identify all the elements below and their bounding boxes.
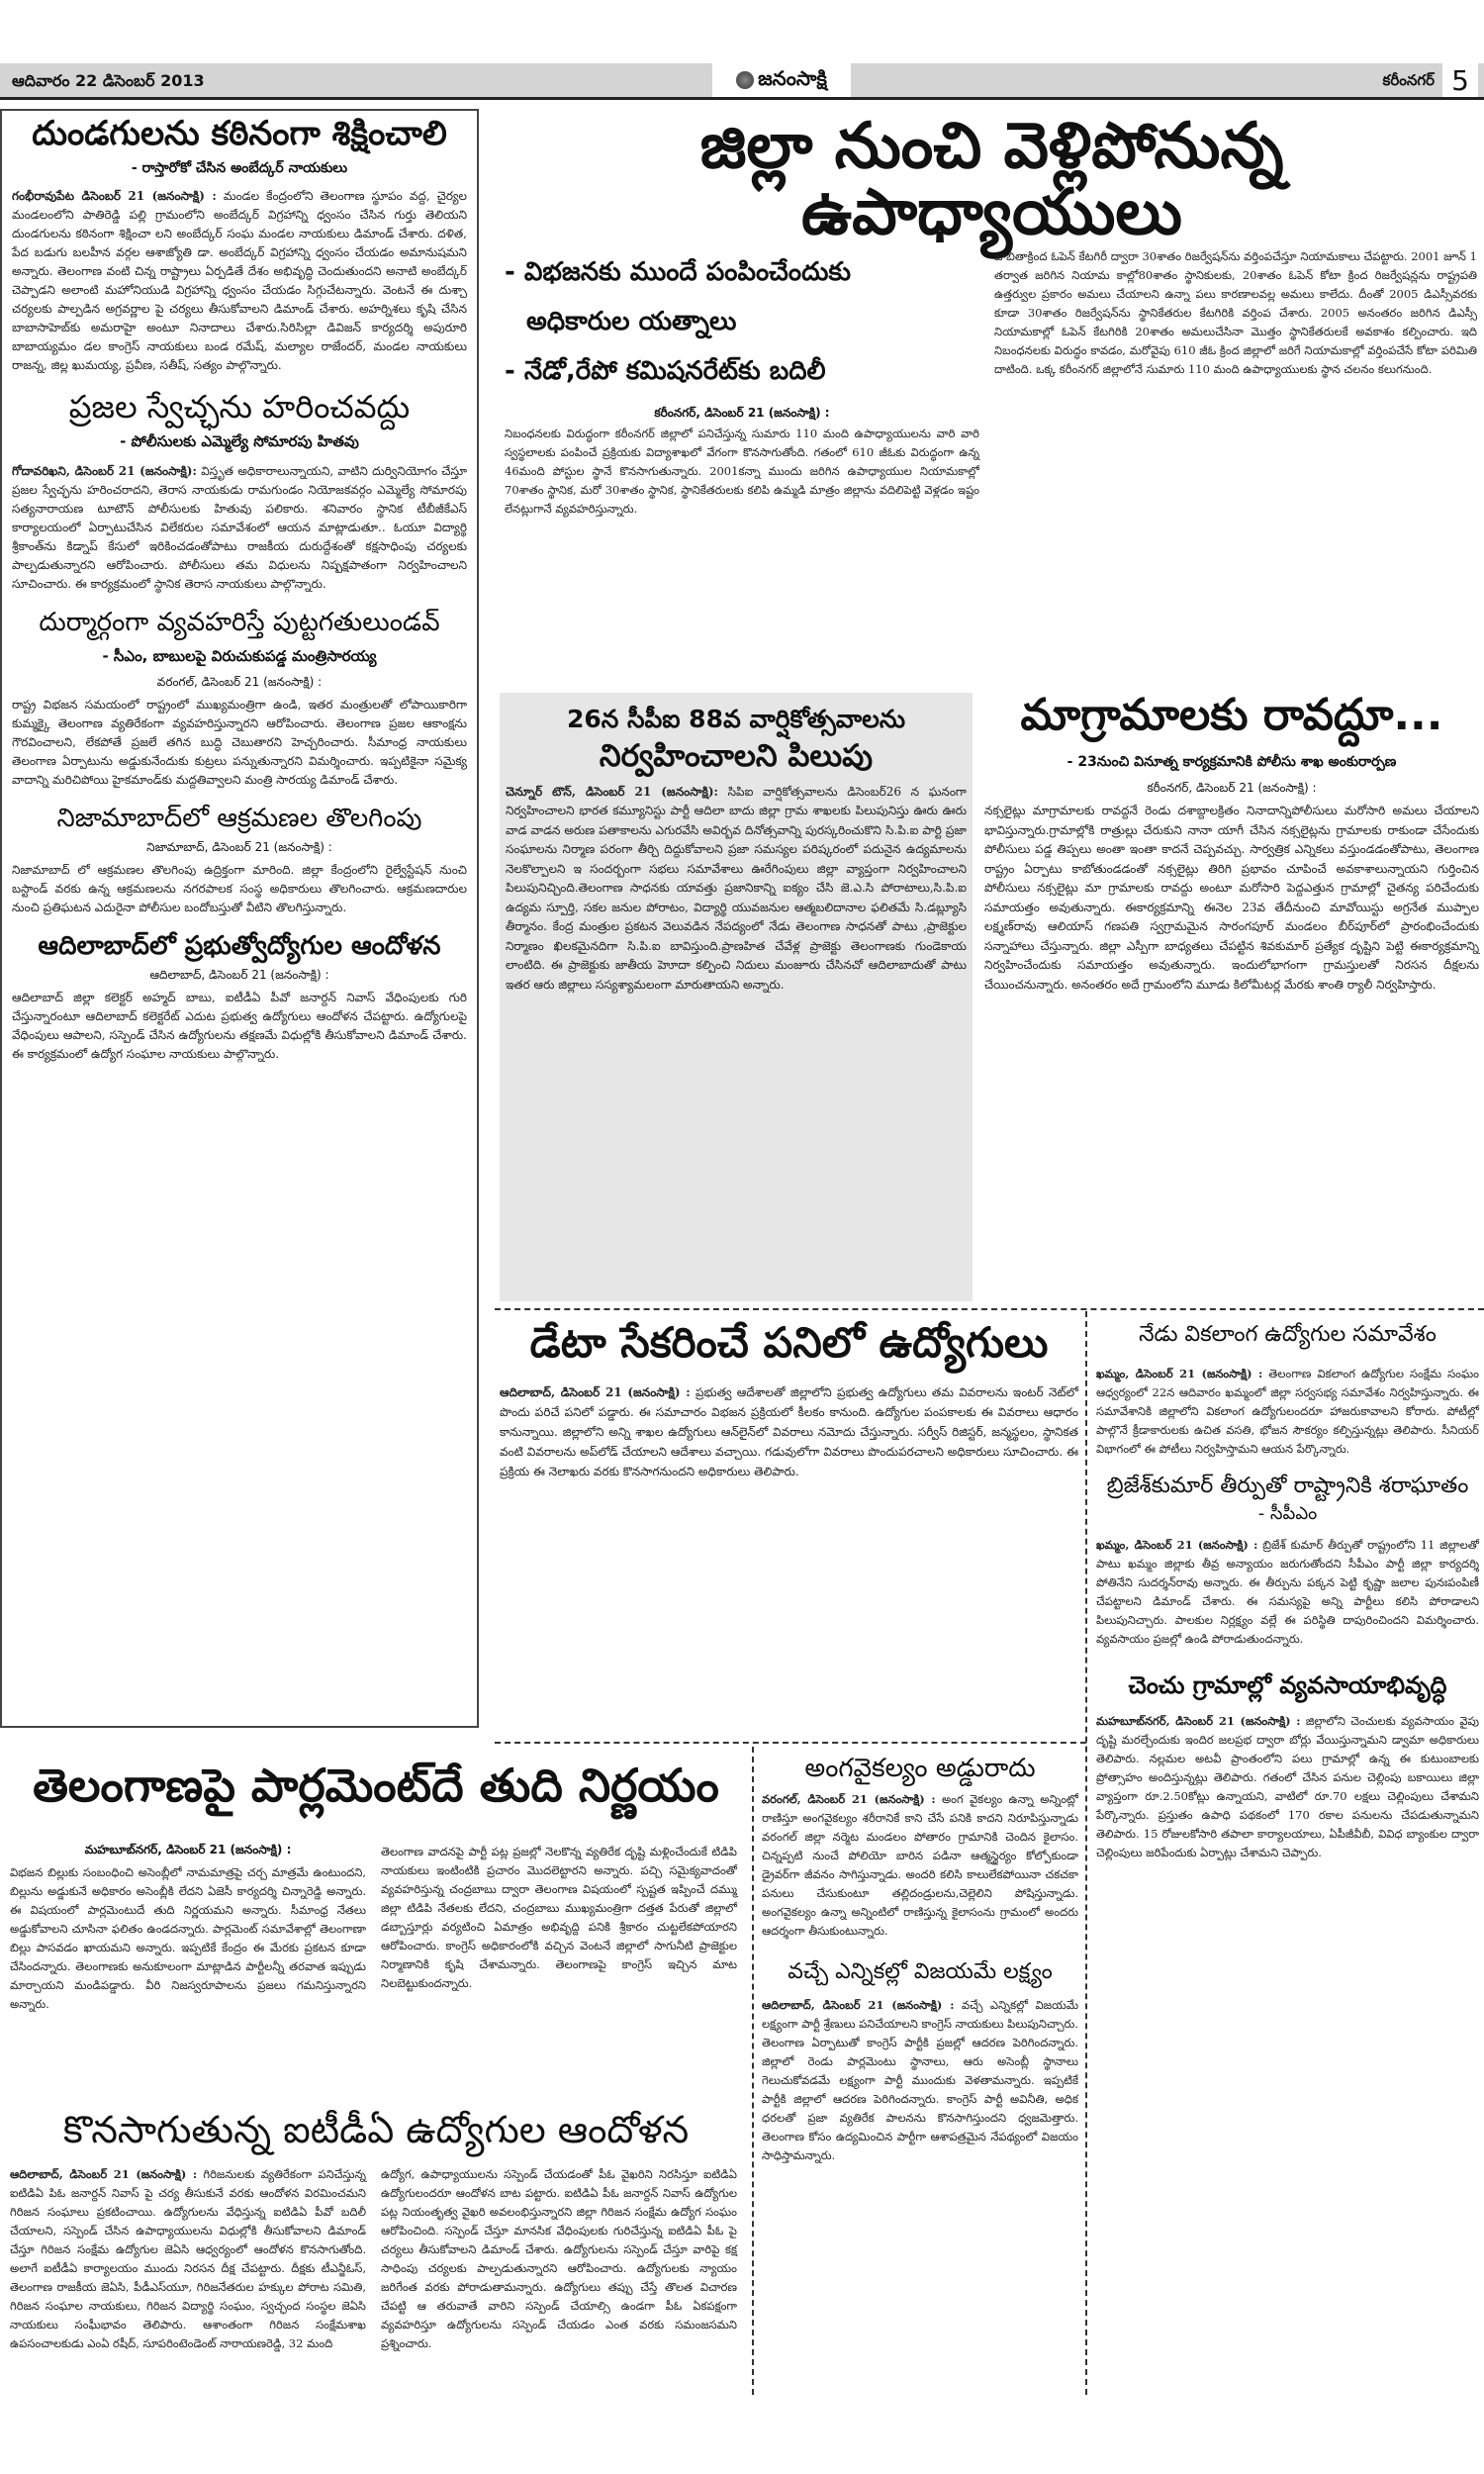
edition-city: కరీంనగర్: [1382, 71, 1435, 89]
subhead: - 23నుంచి వినూత్న కార్యక్రమానికి పోలీసు శాఖ అంకురార్పణ: [1067, 754, 1397, 771]
byline: మహబూబ్‌నగర్, డిసెంబర్ 21 (జనంసాక్షి) :: [84, 1843, 292, 1856]
subhead: - రాస్తారోకో చేసిన అంబేద్కర్ నాయకులు: [131, 159, 348, 176]
byline: వరంగల్, డిసెంబర్ 21 (జనంసాక్షి) :: [156, 674, 323, 689]
section-divider: [495, 1308, 1484, 1310]
article-body: [12, 187, 467, 375]
brijesh-subhead: - సీపీఎం: [1257, 1503, 1318, 1524]
headline: డేటా సేకరించే పనిలో ఉద్యోగులు: [529, 1318, 1049, 1367]
body-text: సిపిఐ వార్షికోత్సవాలను డిసెంబర్26 న ఘనంగా నిర్వహించాలని భారత కమ్యూనిస్టు పార్టీ ఆదిలా బాదు జిల్లా గ్రామ శాఖలకు పిలుపునిస్తు ఊరు ఊరు వాడ వాడన అరుణ పతాకాలను ఎగురవేసి అవిర్బవ దినోత్సవాన్ని పురస్కరించుకొని సి.పి.ఐ పార్టి ప్రజా సంఘాలను నిర్మాణ పరంగా తీర్చి దిద్దుకోవాలని ప్రజా సమస్యల పరిష్కరంలో పదునైన ఉద్యమాలను నెలకొల్పాలని ఇ సందర్బంగా సభలు సమావేశాలు ఊరేగింపులు జిల్లా వ్యాప్తంగా నిర్వహించాలని పిలుపునిచ్చింది.తెలంగాణ సాధనకు యావత్తు ప్రజానికాన్ని ఐక్యం చేసి జె.ఎ.సి పోరాటాలు,సి.పి.ఐ ఉద్యమ స్పూర్తి, సకల జనుల పోరాటం, విద్యార్థి యువజనుల ఆత్మబలిదానాల ఫలితమే సి.డబ్ల్యూసి తీర్మానం. కేంద్ర మంత్రుల ప్రకటన వెలువడిన నేపద్యంలో నేడు తెలంగాణ సాధనతో పాటు ,ప్రాజెక్టుల నిర్మాణం ఖిలకమైనదిగా సి.పి.ఐ బావిస్తుంది.ప్రాణహిత చేవేళ్ల ప్రాజెక్టు తెలంగాణకు గుండెకాయ లాంటిది. ఈ ప్రాజెక్టుకు జాతీయ హెూదా కల్పించి నిదులు మంజూరు చేసినచో ఆదిలాబాదుతో పాటు ఇతర ఆరు జిల్లాలు సస్యశ్యామలంగా మారుతాయని అన్నారు.: [506, 784, 967, 992]
byline: ఆదిలాబాద్, డిసెంబర్ 21 (జనంసాక్షి) :: [149, 968, 329, 983]
telangana-body-left: [10, 1843, 366, 2014]
article-nizamabad: [12, 804, 467, 917]
headline: మాగ్రామాలకు రావద్దూ...: [1020, 690, 1443, 740]
byline: వరంగల్, డిసెంబర్ 21 (జనంసాక్షి) :: [762, 1792, 936, 1807]
byline: ఖమ్మం, డిసెంబర్ 21 (జనంసాక్షి) :: [1096, 1366, 1263, 1380]
byline: కరీంనగర్, డిసెంబర్ 21 (జనంసాక్షి) :: [1147, 781, 1317, 796]
cpi-box: [500, 693, 973, 1301]
cpi-body: [500, 783, 973, 996]
lead-body-right: జాబితాక్రింద ఓపెన్ కేటగిరీ ద్వారా 30శాతం రిజర్వేషన్‌ను వర్తింపచేస్తూ నియామకాలు చేపట్టారు. 2001 జూన్ 1 తర్వాత జరిగిన నియామ కాల్లో80శాతం స్థానికులకు, 20శాతం ఓపెన్ కోటా క్రింద రిజర్వేషన్లను రాష్ట్రపతి ఉత్తర్వుల ప్రకారం అమలు చేయాలని ఉన్నా పలు కారణాలవల్ల అమలు కాలేదు. దీంతో 2005 డిఎస్సీవరకు కూడా 30శాతం రిజర్వేషన్‌ను స్థానికేతరుల కేటగిరికి వర్తింప చేశారు. 2005 అనంతరం జరిగిన డిఎస్సీ నియామకాల్లో ఓపెన్ కేటగిరికి 20శాతం అమలుచేసినా మొత్తం స్థానికేతరులకే అవకాశం కల్పించారు. ఇది నిబంధనలకు విరుద్ధం కావడం, మరోవైపు 610 జీఓ క్రింద జిల్లాలో జరిగే నియామకాల్లో వర్తింపచేసే కోటా పరిమితి దాటింది. ఒక్క కరీంనగర్ జిల్లాలోనే సుమారు 110 మంది ఉపాధ్యాయులకు స్థాన చలనం కలుగనుంది.: [994, 249, 1477, 376]
issue-date: ఆదివారం 22 డిసెంబర్ 2013: [12, 71, 205, 90]
itda-body-right: ఉద్యోగ, ఉపాధ్యాయులను సస్పెండ్ చేయడంతో పీఓ వైఖరిని నిరసిస్తూ ఐటిడిఏ ఉద్యోగులందరూ ఆందోళన బాట పట్టారు. ఐటిడిఏ పీఓ జనార్దన్ నివాస్ ఉద్యోగుల పట్ల నియంతృత్వ వైఖరి అవలంభిస్తున్నారని జిల్లా గిరిజన సంక్షేమ ఉద్యోగ సంఘం ఆరోపించింది. సస్పెండ్ చేస్తూ మానసిక వేధింపులకు గురిచేస్తున్న ఐటిడిఏ పీఓ పై చర్యలు తీసుకోవాలని డిమాండ్ చేశారు. ఉద్యోగులను సస్పెండ్ చేస్తూ వారిపై కక్ష సాధింపు చర్యలకు పాల్పడుతున్నారని ఆరోపించారు. ఉద్యోగులకు న్యాయం జరిగేంత వరకు పోరాడుతామన్నారు. ఉద్యోగులు తప్పు చేస్తే తొలత విచారణ చేపట్టి ఆ తరువాతే వారిని సస్పెండ్ చేయాల్సి ఉండగా పీఓ ఏకపక్షంగా వ్యవహరిస్తూ ఉద్యోగులను సస్పెండ్ చేయడం ఎంత వరకు సమంజసమని ప్రశ్నించారు.: [381, 2166, 737, 2350]
body-text: రాష్ట్ర విభజన సమయంలో రాష్ట్రంలో ముఖ్యమంత్రిగా ఉండి, ఇతర మంత్రులతో లోపాయికారిగా కుమ్మక్కై తెలంగాణ వ్యతిరేకంగా వ్యవహరిస్తున్నారని ఆరోపించారు. తెలంగాణ ప్రజల ఆకాంక్షను గౌరవించాలని, లేకపోతే ప్రజలే తగిన బుద్ధి చెబుతారని హెచ్చరించారు. సీమాంధ్ర నాయకులు తెలంగాణ ఏర్పాటును అడ్డుకునేందుకు కుట్రలు పన్నుతున్నారని విమర్శించారు. ఇప్పటికైనా సమైక్య వాదాన్ని మరిచిపోయి హైకమాండ్‌కు మద్దతివ్వాలని మంత్రి సారయ్య డిమాండ్ చేశారు.: [12, 697, 467, 787]
body-text: గిరిజనులకు వ్యతిరేకంగా పనిచేస్తున్న ఐటిడిఏ పిఓ జనార్దన్ నివాస్ పై చర్య తీసుకునే వరకు ఆందోళన విరమించమని గిరిజన సంఘాలు ప్రకటించాయి. ఉద్యోగులను వేధిస్తున్న ఐటిడిఏ పీవో బదిలీ చేయాలని, సస్పెండ్ చేసిన ఉపాధ్యాయులను విధుల్లోకి తీసుకోవాలని డిమాండ్ చేస్తూ గిరిజన సంక్షేమ ఉద్యోగుల జెఏసి ఆధ్వర్యంలో ఆందోళన కొనసాగుతోంది. అలాగే ఐటీడీఏ కార్యాలయం ముందు నిరసన దీక్ష చేపట్టారు. దీక్షకు టీఎన్జీఓస్, తెలంగాణ రాజకీయ జెఏసి, పీడీఎస్‌యూ, గిరిజనేతరుల హక్కుల పోరాట సమితి, గిరిజన సంఘాల నాయకులు, గిరిజన విద్యార్థి సంఘం, స్వచ్ఛంద సంస్థల జెఏసి నాయకులు సంఘీభావం తెలిపారు. ఆశాంతంగా గిరిజన సంక్షేమశాఖ ఉపసంచాలకుడు ఎంఏ రషీద్, సూపరింటెండెంట్ నారాయణరెడ్డి, 32 మంది: [10, 2166, 367, 2350]
body-text: వచ్చే ఎన్నికల్లో విజయమే లక్ష్యంగా పార్టీ శ్రేణులు పనిచేయాలని కాంగ్రెస్ నాయకులు పిలుపునిచ్చారు. తెలంగాణ ఏర్పాటుతో కాంగ్రెస్ పార్టీకి ప్రజల్లో ఆదరణ పెరిగిందన్నారు. జిల్లాలో రెండు పార్లమెంటు స్థానాలు, ఆరు అసెంబ్లీ స్థానాలు గెలుచుకోవడమే లక్ష్యంగా పార్టీ ముందుకు వెళతామన్నారు. ఇప్పటికే పార్టీకి జిల్లాలో ఆదరణ పెరిగిందన్నారు. కాంగ్రెస్ పార్టీ అవినీతి, అధిక ధరలతో ప్రజా వ్యతిరేక పాలనను కొనసాగిస్తుందని ధ్వజమెత్తారు. తెలంగాణ కోసం ఉద్యమించిన పార్టీగా ఆశాపత్రమైన నేపథ్యంలో విజయం సాధిస్తామన్నారు.: [762, 1997, 1078, 2162]
chenchu-headline: చెంచు గ్రామాల్లో వ్యవసాయాభివృద్ధి: [1128, 1671, 1447, 1699]
itda-headline: కొనసాగుతున్న ఐటీడీఏ ఉద్యోగుల ఆందోళన: [62, 2108, 690, 2151]
lead-subhead-2: అధికారుల యత్నాలు: [526, 307, 737, 336]
headline: ఆదిలాబాద్‌లో ప్రభుత్వోద్యోగుల ఆందోళన: [38, 930, 441, 961]
headline: దుర్మార్గంగా వ్యవహరిస్తే పుట్టగతులుండవ్: [39, 608, 440, 638]
body-text: విభజన బిల్లుకు సంబంధించి అసెంబ్లీలో నామమాత్రపై చర్చ మాత్రమే ఉంటుందని, బిల్లును అడ్డుకునే అధికారం అసెంబ్లీకి లేదని ఏజెసీ కార్యదర్శి చిన్నారెడ్డి అన్నారు. ఈ విషయంలో పార్లమెంటుదే తుది నిర్ణయమని అన్నారు. సీమాంధ్ర నేతలు అడ్డుకోవాలని చూసినా ఫలితం ఉండదన్నారు. పార్లమెంట్ సమావేశాల్లో తెలంగాణా బిల్లు పాసవడం ఖాయమని అన్నారు. ఇప్పటికే కేంద్రం ఈ మేరకు ప్రకటన కూడా చేసిందన్నారు. తెలంగాణకు అనుకూలంగా మాట్లాడిన పార్టీలన్నీ తరవాత ఇప్పుడు మార్చాయని మండిపడ్డారు. వీరి నిజస్వరూపాలను ప్రజలు గమనిస్తున్నారని అన్నారు.: [10, 1865, 366, 2011]
body-text: నక్సలైట్లు మాగ్రామాలకు రావద్దనే రెండు దశాబ్దాలక్రితం నినాదాన్నిపోలీసులు మరోసారి అమలు చేయాలని భావిస్తున్నారు.గ్రామాల్లోకి రాత్రుల్లు చేరుకుని నానా యాగీ చేసిన నక్సలైట్లను గ్రామాలకు రాకుండా చేసేందుకు పోలీసులు పడ్డ తిప్పలు అంతా ఇంతా కాదనే చెప్పవచ్చు. సార్వత్రిక ఎన్నికలు వస్తుండడంతోపాటు, తెలంగాణ రాష్ట్రం ఏర్పాటు కాబోతుండడంతో నక్సలైట్లు తిరిగి ప్రభావం చూపించే అవకాశాలున్నాయని గుర్తించిన పోలీసులు నక్సలైట్లు మా గ్రామాలకు రావద్దు అంటూ మరోసారి పెద్దఎత్తున గ్రామాల్లో చైతన్య పరిచేందుకు సమాయత్తం అవుతున్నారు. ఈకార్యక్రమాన్ని ఈనెల 23వ తేదీనుంచి మావోయిస్టు అగ్రనేత ముప్పాల లక్ష్మణ్‌రావు ఆలియాస్ గణపతి స్వగ్రామమైన సారంగపూర్ మండలం బీర్‌పూర్‌లో ప్రారంభించేందుకు సన్నాహాలు చేస్తున్నారు. జిల్లా ఎస్పీగా బాధ్యతలు చేపట్టిన శివకుమార్ ప్రత్యేక దృష్టిని పెట్టి ఈకార్యక్రమాన్ని నిర్వహించేందుకు సమాయత్తం అవుతున్నారు. ఇందులోభాగంగా గ్రామస్తులతో నిరసన దీక్షలను చేయించనున్నారు. అనంతరం అదే గ్రామంలోని మూడు కిలోమీటర్ల మేరకు శాంతి ర్యాలీ నిర్వహిస్తారు.: [984, 804, 1479, 992]
disability-story: [762, 1754, 1078, 2165]
telangana-body-right: తెలంగాణ వాదనపై పార్టీ పట్ల ప్రజల్లో నెలకొన్న వ్యతిరేక దృష్టి మళ్లించేందుకే టిడిపి నాయకులు ఇంటింటికి ప్రచారం మొదలెట్టారని అన్నారు. పచ్చి సమైక్యవాదంతో వ్యవహరిస్తున్న చంద్రబాబు ద్వారా తెలంగాణ విషయంలో స్పష్టత ఇప్పించే దమ్ము జిల్లా టిడిపి నేతలకు లేదని, చంద్రబాబు ముఖ్యమంత్రిగా దత్తత పేరుతో జిల్లాలో డబ్బాస్తూర్లు వర్యటించి ఏమాత్రం అభివృద్ది పనికి శ్రీకారం చుట్టలేకపోయారని ఆరోపించారు. కాంగ్రెస్ అధికారంలోకి వచ్చిన వెంటనే జిల్లాలో సాగునీటి ప్రాజెక్టుల నిర్మాణానికి కృషి చేశామన్నారు. తెలంగాణపై కాంగ్రెస్ ఇచ్చిన మాట నిలబెట్టుకుందన్నారు.: [381, 1845, 737, 1990]
article-saraiah: [12, 608, 467, 789]
page-number: 5: [1442, 63, 1478, 97]
body-text: విస్తృత అధికారాలున్నాయని, వాటిని దుర్వినియోగం చేస్తూ ప్రజల స్వేచ్ఛను హరించరాదని, తెరాస నాయకుడు రామగుండం నియోజకవర్గం ఎమ్మెల్యే సోమారపు సత్యనారాయణ టూటౌన్ పోలీసులకు హితువు పలికారు. శనివారం స్థానిక టీబీజీకేఎస్ కార్యాలయంలో ఏర్పాటుచేసిన విలేకరుల సమావేశంలో ఆయన మాట్లాడుతూ.. ఓయూ విద్యార్థి శ్రీకాంత్‌ను కిడ్నాప్ కేసులో ఇరికించడంతోపాటు రాజకీయ దురుద్దేశంతో కక్షసాధింపు చర్యలకు పాల్పడుతున్నారని ఆరోపించారు. పోలీసులు తమ విధులను నిష్పక్షపాతంగా నిర్వహించాలని సూచించారు. ఈ కార్యక్రమంలో స్థానిక తెరాస నాయకులు పాల్గొన్నారు.: [12, 464, 467, 592]
body-text: అంగ వైకల్యం ఉన్నా అన్నింట్లో రాణిస్తూ అంగవైకల్యం శరీరానికే కాని చేసే పనికి కాదని నిరూపిస్తున్నాడు వరంగల్ జిల్లా నర్మెట మండలం పోతారం గ్రామానికి చెందిన కైలాసం. చిన్నప్పటి నుంచే పోలియో బారిన పడినా ఆత్మస్థైర్యం కోల్పోకుండా డ్రైవర్‌గా జీవనం సాగిస్తున్నాడు. అందరి కలిసి కాలులేకపోయినా చకచకా పనులు చేసుకుంటూ తల్లిదండ్రులను,చెల్లెలిని పోషిస్తున్నాడు. అంగవైకల్యం ఉన్నా అన్నింటిలో రాణిస్తున్న కైలాసంను గ్రామంలో అందరు ఆదర్శంగా తీసుకుంటున్నారు.: [762, 1792, 1078, 1939]
subhead: - పోలీసులకు ఎమ్మెల్యే సోమారపు హితవు: [120, 432, 359, 451]
article-body: [762, 1790, 1078, 1941]
lead-headline: జిల్లా నుంచి వెళ్లిపోనున్న ఉపాధ్యాయులు: [699, 110, 1284, 250]
masthead-title: జనంసాక్షి: [758, 65, 827, 90]
body-text: నిజామాబాద్ లో ఆక్రమణల తొలగింపు ఉద్రిక్తంగా మారింది. జిల్లా కేంద్రంలోని రైల్వేస్టేషన్ నుంచి బస్టాండ్ వరకు ఉన్న ఆక్రమణలను నగరపాలక సంస్థ అధికారులు తొలగించారు. ఆక్రమణదారుల నుంచి ప్రతిఘటన ఎదురైనా పోలీసుల బందోబస్తుతో వీటిని తొలగిస్తున్నారు.: [12, 862, 467, 914]
article-adilabad-employees: [12, 931, 467, 1064]
byline: మహబూబ్‌నగర్, డిసెంబర్ 21 (జనంసాక్షి) :: [1096, 1714, 1301, 1728]
article-freedom: [12, 389, 467, 595]
body-text: ప్రభుత్వ ఆదేశాలతో జిల్లాలోని ప్రభుత్వ ఉద్యోగులు తమ వివరాలను ఇంటర్ నెట్‌లో పొందు పరిచే పనిలో పడ్డారు. ఈ సమాచారం విభజన ప్రక్రియలో కీలకం కానుంది. ఉద్యోగుల పంపకాలకు ఈ వివరాలు ఆధారం కానున్నాయి. జిల్లాలోని అన్ని శాఖల ఉద్యోగులు ఆన్‌లైన్‌లో వివరాలు నమోదు చేస్తున్నారు. సర్వీస్ రిజిస్టర్, జన్మస్థలం, స్థానికత వంటి వివరాలను అప్‌లోడ్ చేయాలని ఆదేశాలు వచ్చాయి. గడువులోగా వివరాలు పొందుపరచాలని అధికారులు సూచించారు. ఈ ప్రక్రియ ఈ నెలాఖరు వరకు కొనసాగనుందని అధికారులు తెలిపారు.: [500, 1385, 1078, 1479]
masthead-logo: [712, 63, 851, 97]
chenchu-body: [1096, 1712, 1479, 1862]
byline: చెన్నూర్ టౌన్, డిసెంబర్ 21 (జనంసాక్షి):: [506, 784, 718, 799]
election-body: [762, 1996, 1078, 2165]
election-headline: వచ్చే ఎన్నికల్లో విజయమే లక్ష్యం: [788, 1959, 1053, 1985]
headline: అంగవైకల్యం అడ్డురాదు: [804, 1754, 1036, 1783]
lead-subhead-3: - నేడో,రేపో కమిషనరేట్‌కు బదిలీ: [505, 356, 826, 386]
left-column-stack: [12, 114, 468, 1064]
byline: ఆదిలాబాద్, డిసెంబర్ 21 (జనంసాక్షి) :: [762, 1997, 955, 2012]
disabled-employees-body: [1096, 1365, 1479, 1459]
brijesh-headline: బ్రిజేశ్‌కుమార్ తీర్పుతో రాష్ట్రానికి శరాఘాతం: [1106, 1473, 1469, 1498]
byline: కరీంనగర్, డిసెంబర్ 21 (జనంసాక్షి) :: [654, 406, 830, 420]
disabled-employees-headline: నేడు వికలాంగ ఉద్యోగుల సమావేశం: [1139, 1322, 1437, 1347]
byline: గోదావరిఖని, డిసెంబర్ 21 (జనంసాక్షి):: [12, 464, 197, 479]
body-text: మండల కేంద్రంలోని తెలంగాణ స్థూపం వద్ద, చైర్యల మండలంలోని పాతిరెడ్డి పల్లి గ్రామంలోని అంబేద్కర్ విగ్రహాన్ని ధ్వంసం చేసిన గుర్తు తెలియని దుండగులను కఠినంగా శిక్షించా లని అంబేద్కర్ సంఘ మండల నాయకులు డిమాండ్ చేశారు. దళిత, పేద బడుగు బలహీన వర్గల ఆశాజ్యోతి డా. అంబేద్కర్ విగ్రహాన్ని ధ్వంసం చేయడం అమానుషమని అన్నారు. తెలంగాణ వంటి చిన్న రాష్ట్రాలు ఏర్పడితే దేశం అభివృద్ధి చెందుతుందని అనాటి అంబేద్కర్ చెప్పాడని అలాంటి మహోనియుడి విగ్రహాన్ని ధ్వంసం చేయడం సిగ్గుచేటన్నారు. వెంటనే ఈ దుశ్చా చర్యలకు పాల్పడిన అగ్రవర్ణాల పై చర్యలు తీసుకోవాలని డిమాండ్ చేశారు. అహర్నిశలు కృషి చేసిన బాబాసాహెబ్‌కు అమరాహై అంటూ నినాదాలు చేశారు.సిరిసిల్లా డివిజన్ కార్యదర్శి అపురూరి బాబాయ్యమం డల కాంగ్రెస్ నాయకులు బండ రమేష్, మల్యాల రాజేందర్, మండల నాయకులు రాజన్న, జిల్ల ఖుమయ్య, ప్రవీణ, సతీష్, సత్యం పాల్గొన్నారు.: [12, 188, 468, 372]
itda-body-left: [10, 2165, 366, 2353]
itda-story: [10, 2108, 742, 2353]
data-story: [500, 1318, 1078, 1481]
subhead: - సీఎం, బాబులపై విరుచుకుపడ్డ మంత్రిసారయ్య: [102, 646, 377, 665]
byline: ఆదిలాబాద్, డిసెంబర్ 21 (జనంసాక్షి) :: [10, 2166, 198, 2181]
cpi-headline-line2: నిర్వహించాలని పిలుపు: [599, 738, 874, 775]
logo-emblem-icon: [736, 71, 754, 89]
byline: నిజామాబాద్, డిసెంబర్ 21 (జనంసాక్షి) :: [146, 839, 332, 854]
byline: గంభీరావుపేట డిసెంబర్ 21 (జనంసాక్షి) :: [12, 188, 217, 203]
article-body: [12, 462, 467, 594]
villages-story: [984, 690, 1479, 995]
right-sidebar: [1096, 1321, 1479, 1862]
body-text: జిల్లాలోని చెంచులకు వ్యవసాయం వైపు దృష్టి మరల్చేందుకు ఇందిర జలప్రభ ద్వారా బోర్లు వేయిస్తున్నామని డ్వామా అధికారులు తెలిపారు. నల్లమల అటవీ ప్రాంతంలోని పలు గ్రామాల్లో ఉన్న ఈ కుటుంబాలకు ప్రోత్సాహం అందిస్తున్నట్లు తెలిపారు. గతంలో చేసిన పనుల చెల్లింపు బకాయిలు జిల్లా వ్యాప్తంగా రూ.2.50కోట్లు ఉన్నాయని, వాటిలో రూ.70 లక్షలు చెల్లింపులు చేశామని పేర్కొన్నారు. ప్రస్తుతం ఉపాధి పథకంలో 170 రకాల పనులను చేపడుతున్నామని తెలిపారు. 15 రోజులకోసారి తపాలా కార్యాలయాలు, ఏపీజీవీబీ, వివిధ బ్యాంకుల ద్వారా చెల్లింపులు జరిపేందుకు ఏర్పాట్లు చేశామని చెప్పారు.: [1096, 1714, 1479, 1859]
cpi-headline-line1: 26న సీపీఐ 88వ వార్షికోత్సవాలను: [566, 705, 906, 733]
column-divider-2: [752, 1747, 754, 2395]
telangana-headline: తెలంగాణపై పార్లమెంట్‌దే తుది నిర్ణయం: [33, 1759, 719, 1812]
headline: దుండగులను కఠినంగా శిక్షించాలి: [32, 114, 447, 153]
byline: ఆదిలాబాద్, డిసెంబర్ 21 (జనంసాక్షి) :: [500, 1385, 691, 1400]
byline: ఖమ్మం, డిసెంబర్ 21 (జనంసాక్షి) :: [1096, 1538, 1258, 1552]
body-text: నిబంధనలకు విరుద్ధంగా కరీంనగర్ జిల్లాలో పనిచేస్తున్న సుమారు 110 మంది ఉపాధ్యాయులను వారి వారి స్వస్థలాలకు పంపించే ప్రక్రియకు విద్యాశాఖలో వేగంగా కొనసాగుతోంది. గతంలో 610 జీఓకు విరుద్ధంగా ఉన్న 46మంది పోస్టుల స్థానే కొనసాగుతున్నారు. 2001కన్నా ముందు జరిగిన ఉపాధ్యాయుల నియామకాల్లో 70శాతం స్థానిక, మరో 30శాతం స్థానిక, స్థానికేతరులకు కలిపి ఉమ్మడి మాత్రం జిల్లాను వదిలిపెట్టి వెళ్లడం ఇష్టం లేనట్లుగానే వ్యవహరిస్తున్నారు.: [505, 427, 979, 516]
article-culprits: [12, 114, 468, 375]
lead-left-column: [505, 247, 979, 519]
headline: ప్రజల స్వేచ్ఛను హరించవద్దు: [68, 387, 411, 426]
section-divider-2: [495, 1742, 1086, 1744]
headline: నిజామాబాద్‌లో ఆక్రమణల తొలగింపు: [56, 803, 422, 833]
body-text: బ్రిజేశ్ కుమార్ తీర్పుతో రాష్ట్రంలోని 11 జిల్లాలతో పాటు ఖమ్మం జిల్లాకు తీవ్ర అన్యాయం జరుగుతోందని సీపీఎం పార్టీ జిల్లా కార్యదర్శి పోతినేని సుదర్శన్‌రావు అన్నారు. ఈ తీర్పును పక్కన పెట్టి కృష్ణా జలాల పునఃపంపిణీ చేపట్టాలని డిమాండ్ చేశారు. ఈ సమస్యపై అన్ని పార్టీలు కలిసి పోరాడాలని పిలుపునిచ్చారు. పాలకుల నిర్లక్ష్యం వల్లే ఈ పరిస్థితి దాపురించిందని విమర్శించారు. వ్యవసాయం ప్రజల్లో ఉండి పోరాడుతుందన్నారు.: [1096, 1538, 1479, 1646]
page-header: [0, 63, 1484, 100]
column-divider: [1085, 1311, 1087, 2395]
article-body: [500, 1382, 1078, 1481]
brijesh-body: [1096, 1536, 1479, 1649]
itda-columns: [10, 2165, 742, 2353]
lead-subhead-1: - విభజనకు ముందే పంపించేందుకు: [505, 257, 851, 287]
body-text: తెలంగాణ వికలాంగ ఉద్యోగుల సంక్షేమ సంఘం ఆధ్వర్యంలో 22న ఆదివారం ఖమ్మంలో జిల్లా సర్వసభ్య సమావేశం నిర్వహిస్తున్నారు. ఈ సమావేశానికి జిల్లాలోని వికలాంగ ఉద్యోగులందరూ హాజరుకావాలని కోరారు. పోటీల్లో పాల్గొనే క్రీడాకారులకు ఉచిత వసతి, భోజన సౌకర్యం కల్పిస్తున్నట్లు తెలిపారు. సీనియర్ విభాగంలో ఈ పోటీలు నిర్వహిస్తామని ఆయన పేర్కొన్నారు.: [1096, 1366, 1479, 1456]
body-text: ఆదిలాబాద్ జిల్లా కలెక్టర్ అహ్మద్ బాబు, ఐటీడీఏ పీవో జనార్దన్ నివాస్ వేధింపులకు గురి చేస్తున్నారంటూ ఆదిలాబాద్ కలెక్టరేట్ ఎదుట ప్రభుత్వ ఉద్యోగులు ఆందోళన చేపట్టారు. ఉద్యోగులపై వేధింపులు ఆపాలని, సస్పెండ్ చేసిన ఉద్యోగులను తక్షణమే విధుల్లోకి తీసుకోవాలని డిమాండ్ చేశారు. ఈ కార్యక్రమంలో ఉద్యోగ సంఘాల నాయకులు పాల్గొన్నారు.: [12, 991, 467, 1062]
